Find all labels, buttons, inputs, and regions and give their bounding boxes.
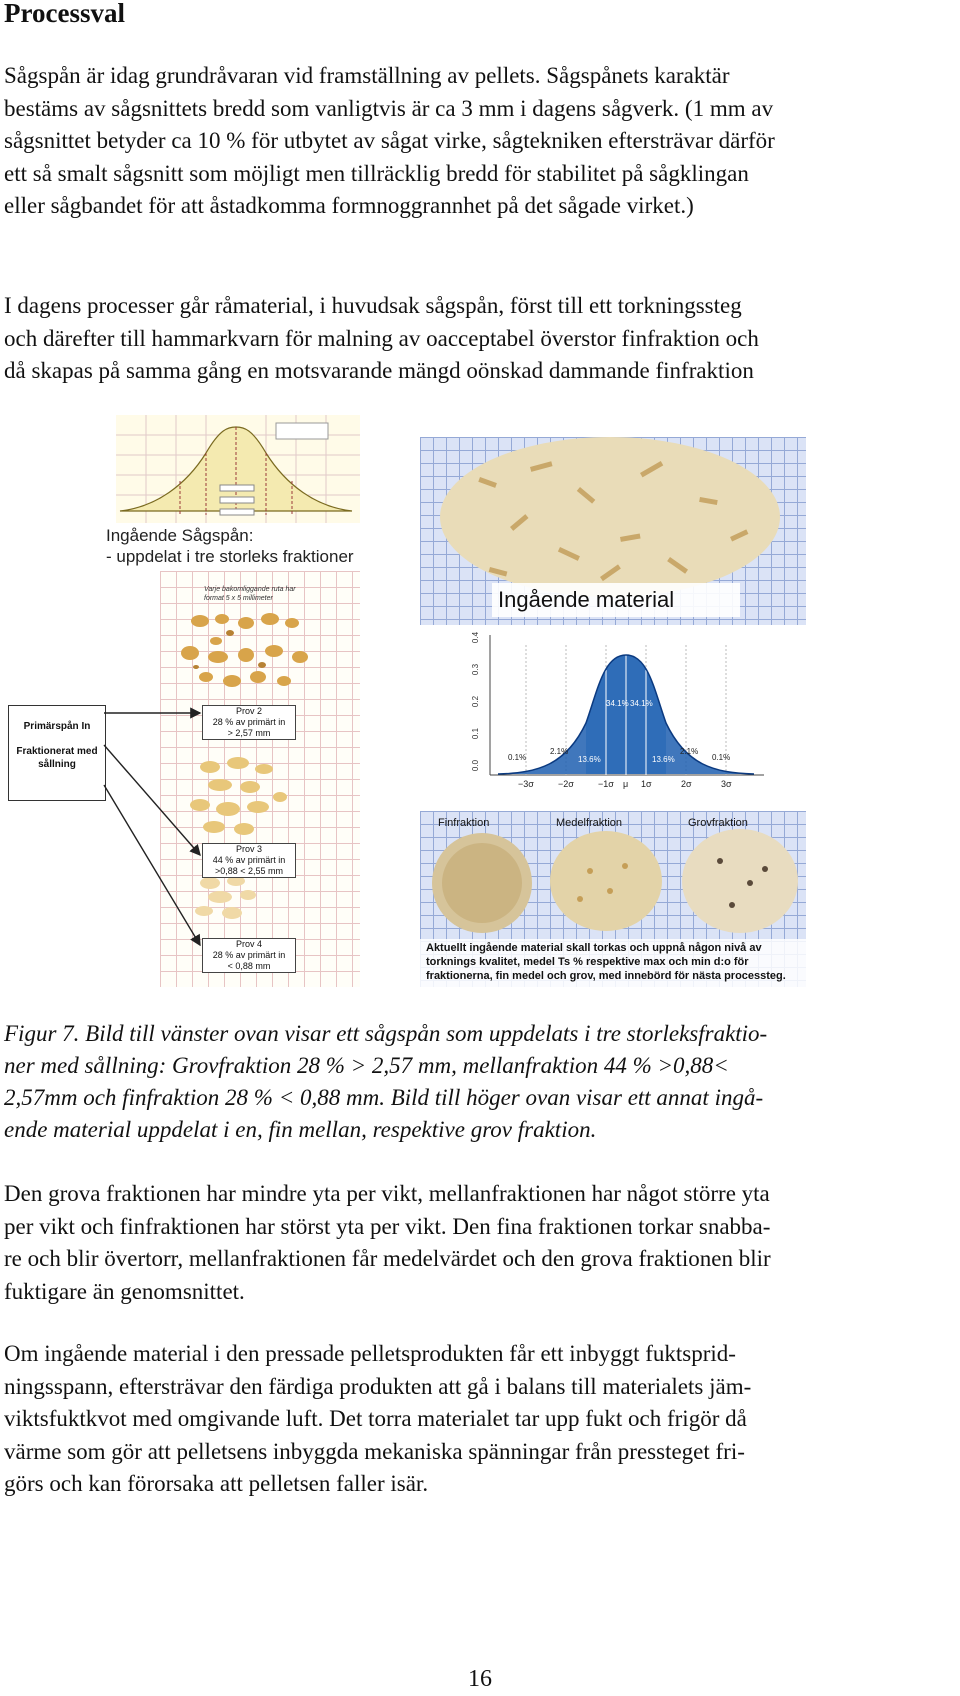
x-tick: 3σ [721,779,732,789]
x-tick: −1σ [598,779,614,789]
paragraph-line: re och blir övertorr, mellanfraktionen får medelvärdet och den grova fraktionen blir [4,1246,771,1271]
page-number: 16 [468,1666,492,1692]
prov2-line: > 2,57 mm [227,728,271,738]
input-material-photo [420,437,806,625]
right-figure [420,437,806,987]
pct-label: 13.6% [578,755,601,764]
paragraph-line: värme som gör att pelletsens inbyggda mekaniska spänningar från pressteget fri- [4,1438,745,1464]
paragraph-line: fuktigare än genomsnittet. [4,1278,245,1304]
paragraph-line: bestäms av sågsnittets bredd som vanligtvis är ca 3 mm i dagens sågverk. (1 mm av [4,95,774,121]
paragraph-2 [4,290,954,388]
prov3-line: 44 % av primärt in [212,855,286,865]
y-tick: 0.4 [471,631,481,644]
prov4-line: Prov 4 [235,939,262,949]
left-figure-title-line1: Ingående Sågspån: [106,526,254,545]
paragraph-line: ningsspann, eftersträvar den färdiga produkten att gå i balans till materialets jäm- [4,1373,752,1399]
pct-label: 0.1% [508,753,527,762]
prov4-line: 28 % av primärt in [212,950,286,960]
figure-caption [4,1018,954,1146]
prov4-label [202,938,296,973]
caption-line: ende material uppdelat i en, fin mellan, respektive grov fraktion. [4,1117,597,1142]
fraction-label-coarse: Grovfraktion [688,817,748,829]
paragraph-line: Om ingående material i den pressade pelletsprodukten får ett inbyggt fuktsprid- [4,1341,736,1366]
y-tick: 0.1 [471,727,481,740]
y-tick: 0.0 [471,759,481,772]
input-material-label: Ingående material [498,587,675,612]
x-tick: −3σ [518,779,534,789]
prov2-line: Prov 2 [235,706,262,716]
prov3-label [202,843,296,878]
prov4-line: < 0,88 mm [227,961,271,971]
y-tick: 0.2 [471,695,481,708]
fractions-note-line: torknings kvalitet, medel Ts % respektive max och min d:o för [426,956,749,968]
primary-box-line2: Fraktionerat med [16,746,98,757]
paragraph-1 [4,60,954,223]
paragraph-line: per vikt och finfraktionen har störst yta per vikt. Den fina fraktionen torkar snabba- [4,1213,771,1239]
left-figure [4,415,360,987]
caption-line: Figur 7. Bild till vänster ovan visar ett sågspån som uppdelats i tre storleksfraktio- [4,1021,768,1046]
pct-label: 2.1% [680,747,699,756]
prov3-line: >0,88 < 2,55 mm [214,866,284,876]
primary-box-line3: sållning [38,759,76,770]
arrow-lines [4,415,360,987]
paragraph-3 [4,1178,954,1308]
paragraph-line: viktsfuktkvot med omgivande luft. Det torra materialet tar upp fukt och frigör då [4,1406,747,1431]
y-tick: 0.3 [471,663,481,676]
prov3-line: Prov 3 [235,844,262,854]
pct-label: 2.1% [550,747,569,756]
fractions-note [426,941,802,983]
paragraph-line: eller sågbandet för att åstadkomma formnoggrannhet på det sågade virket.) [4,193,694,218]
page-title: Processval [4,0,125,28]
percent-labels [468,625,776,797]
fractions-note-line: Aktuellt ingående material skall torkas och uppnå någon nivå av [426,942,762,954]
x-tick: 2σ [681,779,692,789]
prov2-line: 28 % av primärt in [212,717,286,727]
grid-note-line2: format 5 x 5 millimeter [204,595,273,602]
normal-distribution-chart [468,625,776,797]
paragraph-line: Sågspån är idag grundråvaran vid framställning av pellets. Sågspånets karaktär [4,63,730,88]
paragraph-line: ett så smalt sågsnitt som möjligt men tillräcklig bredd för stabilitet på sågklingan [4,160,749,186]
caption-line: 2,57mm och finfraktion 28 % < 0,88 mm. Bild till höger ovan visar ett annat ingå- [4,1085,764,1110]
x-tick: μ [623,779,629,789]
pct-label: 34.1% [630,699,653,708]
pct-label: 13.6% [652,755,675,764]
pct-label: 0.1% [712,753,731,762]
fractions-note-line: fraktionerna, fin medel och grov, med innebörd för nästa processteg. [426,970,786,982]
paragraph-line: och därefter till hammarkvarn för malning av oacceptabel överstor finfraktion och [4,325,759,351]
paragraph-line: I dagens processer går råmaterial, i huvudsak sågspån, först till ett torkningssteg [4,293,742,318]
paragraph-line: sågsnittet betyder ca 10 % för utbytet av sågat virke, sågtekniken eftersträvar därför [4,128,775,153]
grid-note-line1: Varje bakomliggande ruta har [204,586,296,593]
prov2-label [202,705,296,740]
pct-label: 34.1% [606,699,629,708]
x-tick: −2σ [558,779,574,789]
x-tick: 1σ [641,779,652,789]
left-figure-title-line2: - uppdelat i tre storleks fraktioner [106,547,354,566]
primary-box-line1: Primärspån In [23,721,91,732]
fractions-photo [420,811,806,987]
paragraph-line: då skapas på samma gång en motsvarande mängd oönskad dammande finfraktion [4,358,754,383]
fraction-label-medium: Medelfraktion [556,817,623,829]
paragraph-4 [4,1338,954,1501]
caption-line: ner med sållning: Grovfraktion 28 % > 2,57 mm, mellanfraktion 44 % >0,88< [4,1053,729,1078]
paragraph-line: görs och kan förorsaka att pelletsen faller isär. [4,1471,429,1496]
paragraph-line: Den grova fraktionen har mindre yta per vikt, mellanfraktionen har något större yta [4,1181,770,1206]
fraction-label-fine: Finfraktion [438,817,490,829]
